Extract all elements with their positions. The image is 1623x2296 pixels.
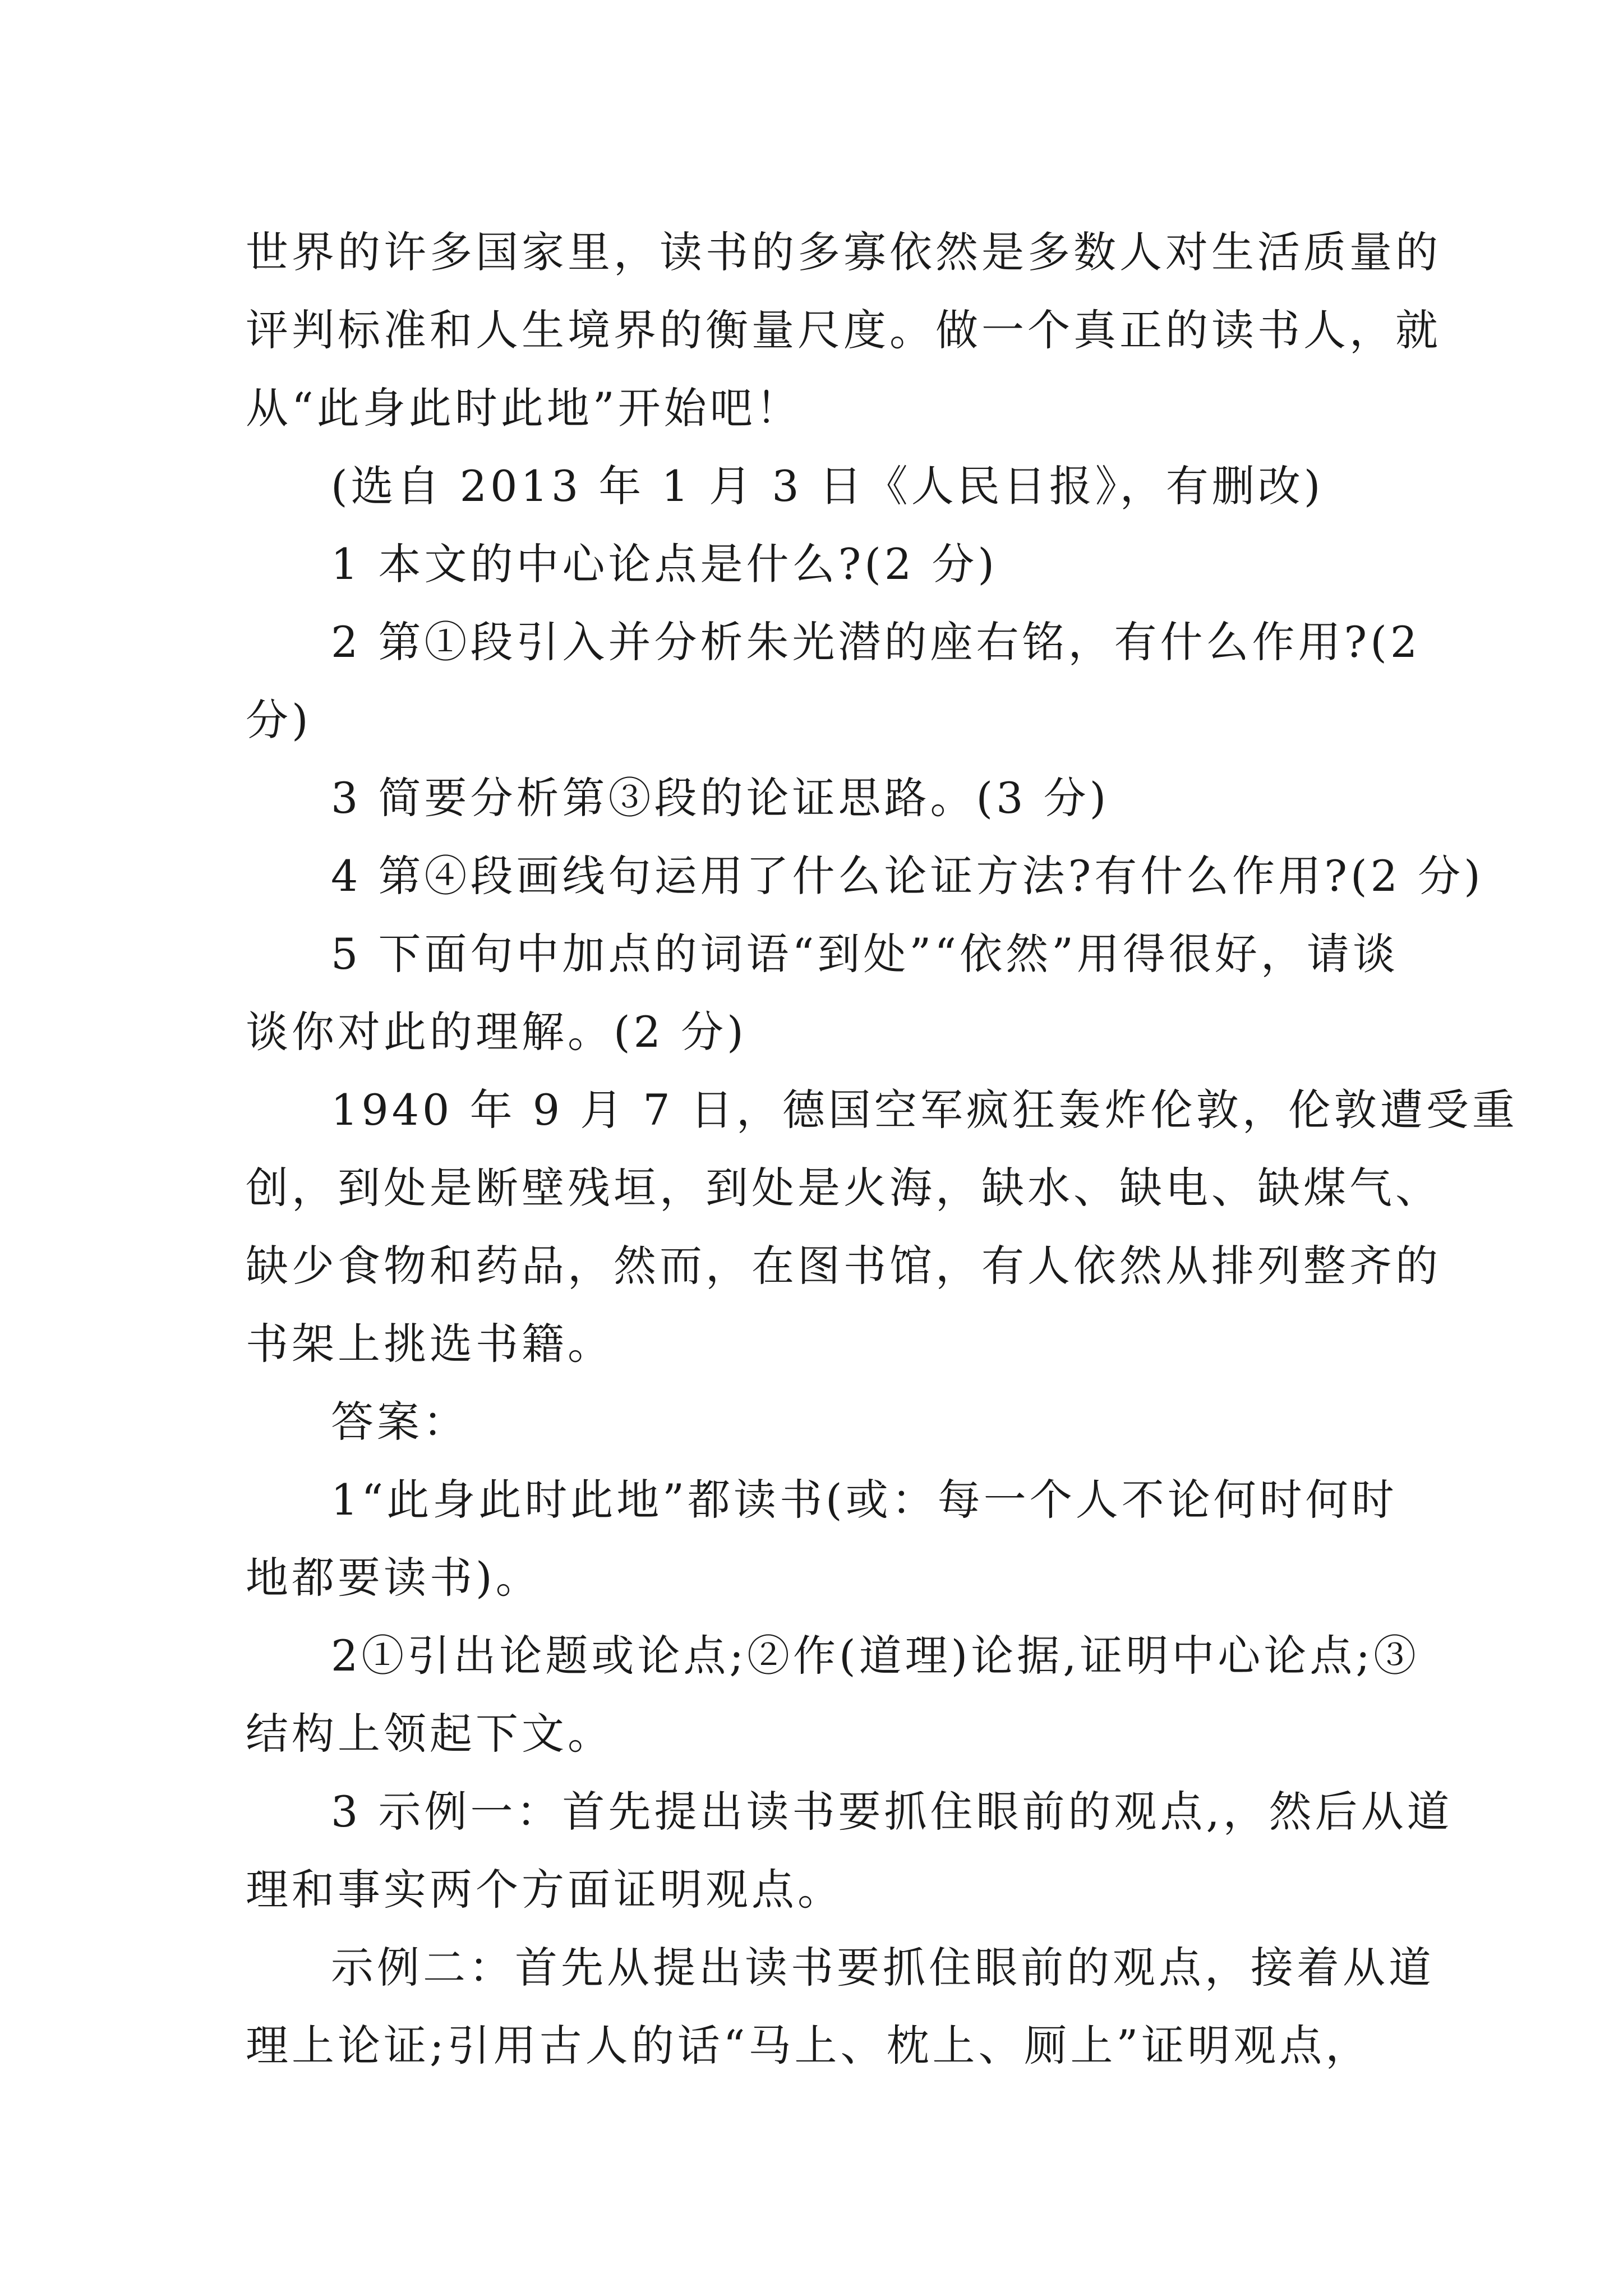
question-3: 3 简要分析第③段的论证思路。(3 分) bbox=[331, 773, 1110, 823]
answer-2-continued: 结构上领起下文。 bbox=[246, 1709, 614, 1759]
answer-3-continued: 理和事实两个方面证明观点。 bbox=[246, 1865, 843, 1915]
answer-3-example-2-continued: 理上论证;引用古人的话“马上、枕上、厕上”证明观点， bbox=[246, 2021, 1372, 2070]
answer-2: 2①引出论题或论点;②作(道理)论据,证明中心论点;③ bbox=[331, 1631, 1420, 1681]
text-line: 评判标准和人生境界的衡量尺度。做一个真正的读书人，就 bbox=[246, 305, 1441, 355]
question-2: 2 第①段引入并分析朱光潜的座右铭，有什么作用?(2 bbox=[331, 617, 1421, 667]
question-5: 5 下面句中加点的词语“到处”“依然”用得很好，请谈 bbox=[331, 929, 1399, 979]
quoted-passage: 1940 年 9 月 7 日，德国空军疯狂轰炸伦敦，伦敦遭受重 bbox=[331, 1085, 1518, 1135]
question-5-continued: 谈你对此的理解。(2 分) bbox=[246, 1007, 747, 1057]
answer-1-continued: 地都要读书)。 bbox=[246, 1553, 542, 1603]
quoted-passage: 书架上挑选书籍。 bbox=[246, 1319, 614, 1369]
quoted-passage: 缺少食物和药品，然而，在图书馆，有人依然从排列整齐的 bbox=[246, 1241, 1441, 1291]
document-body bbox=[246, 213, 1518, 2085]
question-1: 1 本文的中心论点是什么?(2 分) bbox=[331, 539, 998, 589]
question-2-continued: 分) bbox=[246, 695, 312, 745]
text-line: 从“此身此时此地”开始吧！ bbox=[246, 383, 802, 433]
answer-heading: 答案： bbox=[331, 1397, 469, 1447]
answer-1: 1“此身此时此地”都读书(或：每一个人不论何时何时 bbox=[331, 1475, 1398, 1525]
text-line: 世界的许多国家里，读书的多寡依然是多数人对生活质量的 bbox=[246, 227, 1441, 277]
question-4: 4 第④段画线句运用了什么论证方法?有什么作用?(2 分) bbox=[331, 851, 1484, 901]
quoted-passage: 创，到处是断壁残垣，到处是火海，缺水、缺电、缺煤气、 bbox=[246, 1163, 1441, 1213]
source-citation: (选自 2013 年 1 月 3 日《人民日报》，有删改) bbox=[331, 461, 1324, 511]
answer-3-example-2: 示例二：首先从提出读书要抓住眼前的观点，接着从道 bbox=[331, 1943, 1435, 1993]
answer-3: 3 示例一：首先提出读书要抓住眼前的观点,，然后从道 bbox=[331, 1787, 1453, 1837]
